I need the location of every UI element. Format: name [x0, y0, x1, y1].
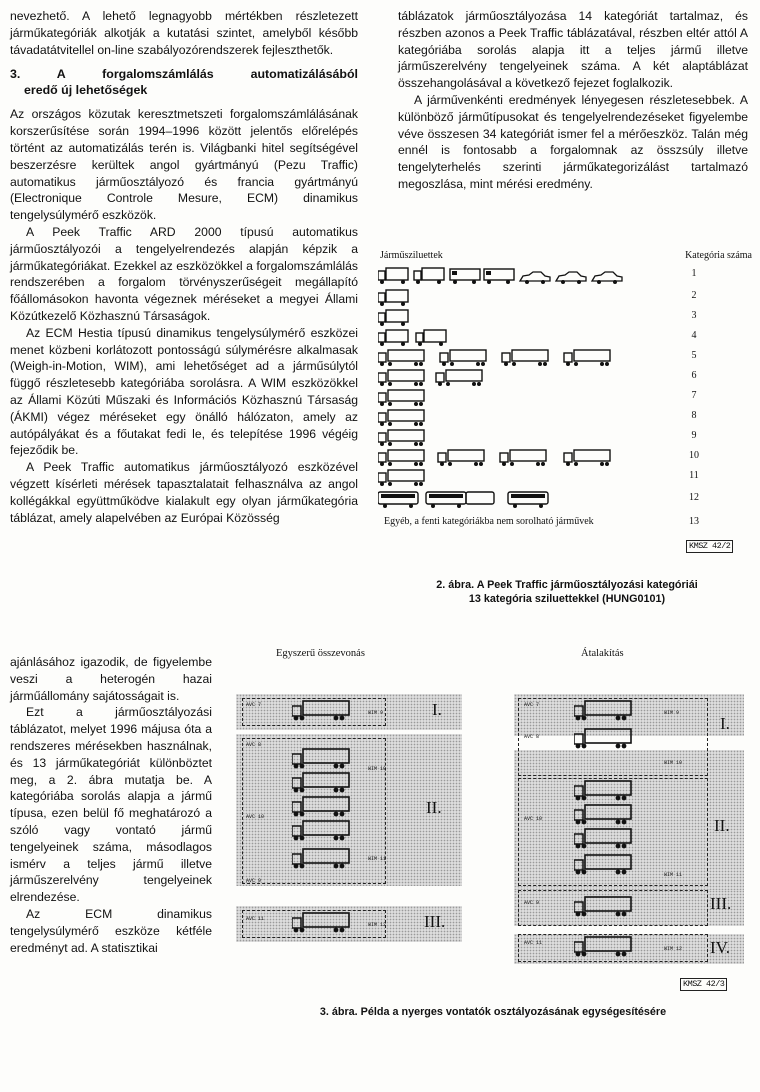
group-label: III. — [424, 912, 446, 931]
avc-label: AVC 8 — [246, 742, 262, 748]
semi-trailer-icon — [292, 772, 362, 796]
category-number: 9 — [691, 430, 697, 441]
semi-trailer-icon — [292, 796, 362, 820]
category-number: 11 — [689, 470, 699, 481]
category-row — [378, 348, 756, 368]
category-number: 1 — [691, 268, 697, 279]
category-header: Kategória száma — [685, 250, 752, 261]
category-number: 5 — [691, 350, 697, 361]
avc-label: AVC 10 — [246, 814, 265, 820]
intro-paragraph: nevezhető. A lehető legnagyobb mértékben részletezett járműkategóriák alkotják a kutatási szintet, amelyből később távadatátvitellel on-line szabályozórendszerek fejleszthetők. — [10, 9, 358, 57]
vehicle-silhouettes — [378, 428, 438, 448]
category-number: 4 — [691, 330, 697, 341]
category-row — [378, 368, 756, 388]
left-column — [10, 8, 358, 526]
paragraph: A Peek Traffic ARD 2000 típusú automatikus járműosztályozói a tengelyelrendezés alapján képzik a járműkategóriákat. Ezekkel az eszközökkel a forgalomszámlálás rendszerében a forgalom törvényszerűségeit megállapító főállomásokon havonta végeznek méréseket a megyei Állami Közútkezelő Közhasznú Társaságok. — [10, 224, 358, 323]
category-number: 6 — [691, 370, 697, 381]
section-heading-line2: eredő új lehetőségek — [24, 83, 148, 98]
category-number: 10 — [689, 450, 699, 461]
wim-label: WIM 10 — [368, 766, 387, 772]
figure-code: KMSZ 42/3 — [680, 978, 727, 991]
figure-2-caption — [378, 578, 756, 606]
category-number: 7 — [691, 390, 697, 401]
category-row — [378, 408, 756, 428]
right-panel — [514, 694, 744, 964]
figure-3 — [226, 648, 760, 1028]
paragraph: Ezt a járműosztályozási táblázatot, melyet 1996 májusa óta a rendszeres mérésekben használnak, és 13 járműkategóriát különböztet meg, a 2. ábra mutatja be. A kategóriába sorolás alapja a jármű típusa, ezen belül fő meghatározó a szóló vagy vontató jármű tengelyeinek száma, másodlagos ismérv a teljes jármű illetve járműszerelvény tengelyeinek elrendezése. — [10, 705, 212, 905]
paragraph: A járművenkénti eredmények lényegesen részletesebbek. A különböző járműtípusokat és tengelyelrendezéseket figyelembe véve összesen 34 kategóriát ismer fel a mérőeszköz. Talán még ennél is fontosabb a forgalomnak az összsúly illetve tengelyterhelés szerinti járműkategorizálást tartalmazó megoszlása, mint mérési eredmény. — [398, 92, 748, 191]
category-number: 8 — [691, 410, 697, 421]
vehicle-silhouettes — [378, 408, 438, 428]
semi-trailer-icon — [292, 848, 362, 872]
group-label: I. — [720, 714, 730, 733]
vehicle-silhouettes — [378, 448, 638, 468]
category-row — [378, 428, 756, 448]
group-label: IV. — [710, 938, 730, 957]
wim-label: WIM 12 — [664, 946, 683, 952]
vehicle-silhouettes — [378, 288, 438, 308]
group-label: III. — [710, 894, 732, 913]
caption-line: 2. ábra. A Peek Traffic járműosztályozási kategóriái — [436, 579, 698, 591]
avc-label: AVC 9 — [524, 900, 540, 906]
paragraph: Az ECM dinamikus tengelysúlymérő eszköze kétféle eredményt ad. A statisztikai — [10, 906, 212, 955]
avc-label: AVC 7 — [524, 702, 540, 708]
figure-2 — [378, 250, 756, 610]
section-heading-line1: 3. A forgalomszámlálás automatizálásából — [10, 67, 358, 82]
group-label: II. — [426, 798, 442, 817]
paragraph: A Peek Traffic automatikus járműosztályozó eszközével végzett kísérleti mérések tapasztalatait felhasználva az angol kollégákkal együttműködve kialakult egy olyan járműkategória táblázat, amely alapelvében az Európai Közösség — [10, 460, 358, 525]
semi-trailer-icon — [292, 820, 362, 844]
caption-line: 13 kategória sziluettekkel (HUNG0101) — [468, 593, 666, 605]
category-number: 13 — [689, 516, 699, 527]
semi-trailer-icon — [574, 780, 644, 804]
wim-label: WIM 12 — [368, 922, 387, 928]
semi-trailer-icon — [574, 700, 644, 724]
category-number: 12 — [689, 492, 699, 503]
silhouettes-header: Járműsziluettek — [380, 250, 443, 261]
right-column — [398, 8, 748, 193]
avc-label: AVC 7 — [246, 702, 262, 708]
category-row — [378, 490, 756, 510]
vehicle-silhouettes — [378, 368, 498, 388]
category-row — [378, 328, 756, 348]
vehicle-silhouettes — [378, 490, 578, 510]
paragraph: ajánlásához igazodik, de figyelembe veszi a heterogén hazai járműállomány sajátosságait is. — [10, 655, 212, 703]
category-row — [378, 388, 756, 408]
semi-trailer-icon — [292, 700, 362, 724]
category-row — [378, 468, 756, 488]
semi-trailer-icon — [574, 828, 644, 852]
section-heading — [10, 66, 358, 98]
avc-label: AVC 9 — [246, 878, 262, 884]
vehicle-silhouettes — [378, 266, 628, 286]
wim-label: WIM 9 — [368, 710, 384, 716]
paragraph: táblázatok járműosztályozása 14 kategóriát tartalmaz, és részben azonos a Peek Traffic táblázatával, részben eltér attól A kategóriába sorolás alapja itt a teljes jármű illetve járműszerelvény tengelyeinek száma. A két alaptáblázat összehangolásával a következő fejezet foglalkozik. — [398, 9, 748, 91]
category-number: 3 — [691, 310, 697, 321]
vehicle-silhouettes — [378, 388, 438, 408]
wim-label: WIM 9 — [664, 710, 680, 716]
group-label: II. — [714, 816, 730, 835]
avc-label: AVC 8 — [524, 734, 540, 740]
semi-trailer-icon — [574, 936, 644, 960]
paragraph: Az ECM Hestia típusú dinamikus tengelysúlymérő eszközei menet közbeni korlátozott pontosságú súlymérésre alkalmasak (Weigh-in-Motion, WIM), ami lehetőséget ad a járműsúlytól függő részletesebb kategóriába sorolásra. A WIM eszközökkel az Állami Közúti Műszaki és Információs Közhasznú Társaság (ÁKMI) végez méréseket egy önálló hálózaton, amely az autópályákat és a főutakat fedi le, és telepítése 1996 végéig fejeződik be. — [10, 325, 358, 458]
category-number: 2 — [691, 290, 697, 301]
category-row — [378, 308, 756, 328]
category-row — [378, 288, 756, 308]
vehicle-silhouettes — [378, 308, 438, 328]
right-panel-title: Átalakítás — [581, 648, 624, 659]
semi-trailer-icon — [292, 912, 362, 936]
left-narrow-column — [10, 654, 212, 956]
category-row — [378, 514, 756, 534]
wim-label: WIM 11 — [368, 856, 387, 862]
other-vehicles-label: Egyéb, a fenti kategóriákba nem sorolható járművek — [384, 516, 594, 527]
semi-trailer-icon — [574, 804, 644, 828]
figure-3-caption: 3. ábra. Példa a nyerges vontatók osztályozásának egységesítésére — [319, 1006, 667, 1018]
vehicle-silhouettes — [378, 348, 638, 368]
paragraph: Az országos közutak keresztmetszeti forgalomszámlálásának korszerűsítése során 1994–1996 között jelentős előrelépés történt az automatizálás terén is. Világbanki hitel segítségével beszerzésre kerültek angol gyártmányú (Pezu Traffic) automatikus járműosztályozó és francia gyártmányú (Electronique Controle Mesure, ECM) dinamikus tengelysúlymérő eszközök. — [10, 107, 358, 223]
vehicle-silhouettes — [378, 328, 478, 348]
avc-label: AVC 11 — [524, 940, 543, 946]
left-panel-title: Egyszerű összevonás — [276, 648, 365, 659]
avc-label: AVC 11 — [246, 916, 265, 922]
semi-trailer-icon — [292, 748, 362, 772]
category-row — [378, 448, 756, 468]
vehicle-silhouettes — [378, 468, 438, 488]
semi-trailer-icon — [574, 728, 644, 752]
avc-label: AVC 10 — [524, 816, 543, 822]
group-label: I. — [432, 700, 442, 719]
semi-trailer-icon — [574, 896, 644, 920]
category-row — [378, 266, 756, 286]
wim-label: WIM 11 — [664, 872, 683, 878]
left-panel — [236, 694, 462, 942]
wim-label: WIM 10 — [664, 760, 683, 766]
figure-code: KMSZ 42/2 — [686, 540, 733, 553]
semi-trailer-icon — [574, 854, 644, 878]
